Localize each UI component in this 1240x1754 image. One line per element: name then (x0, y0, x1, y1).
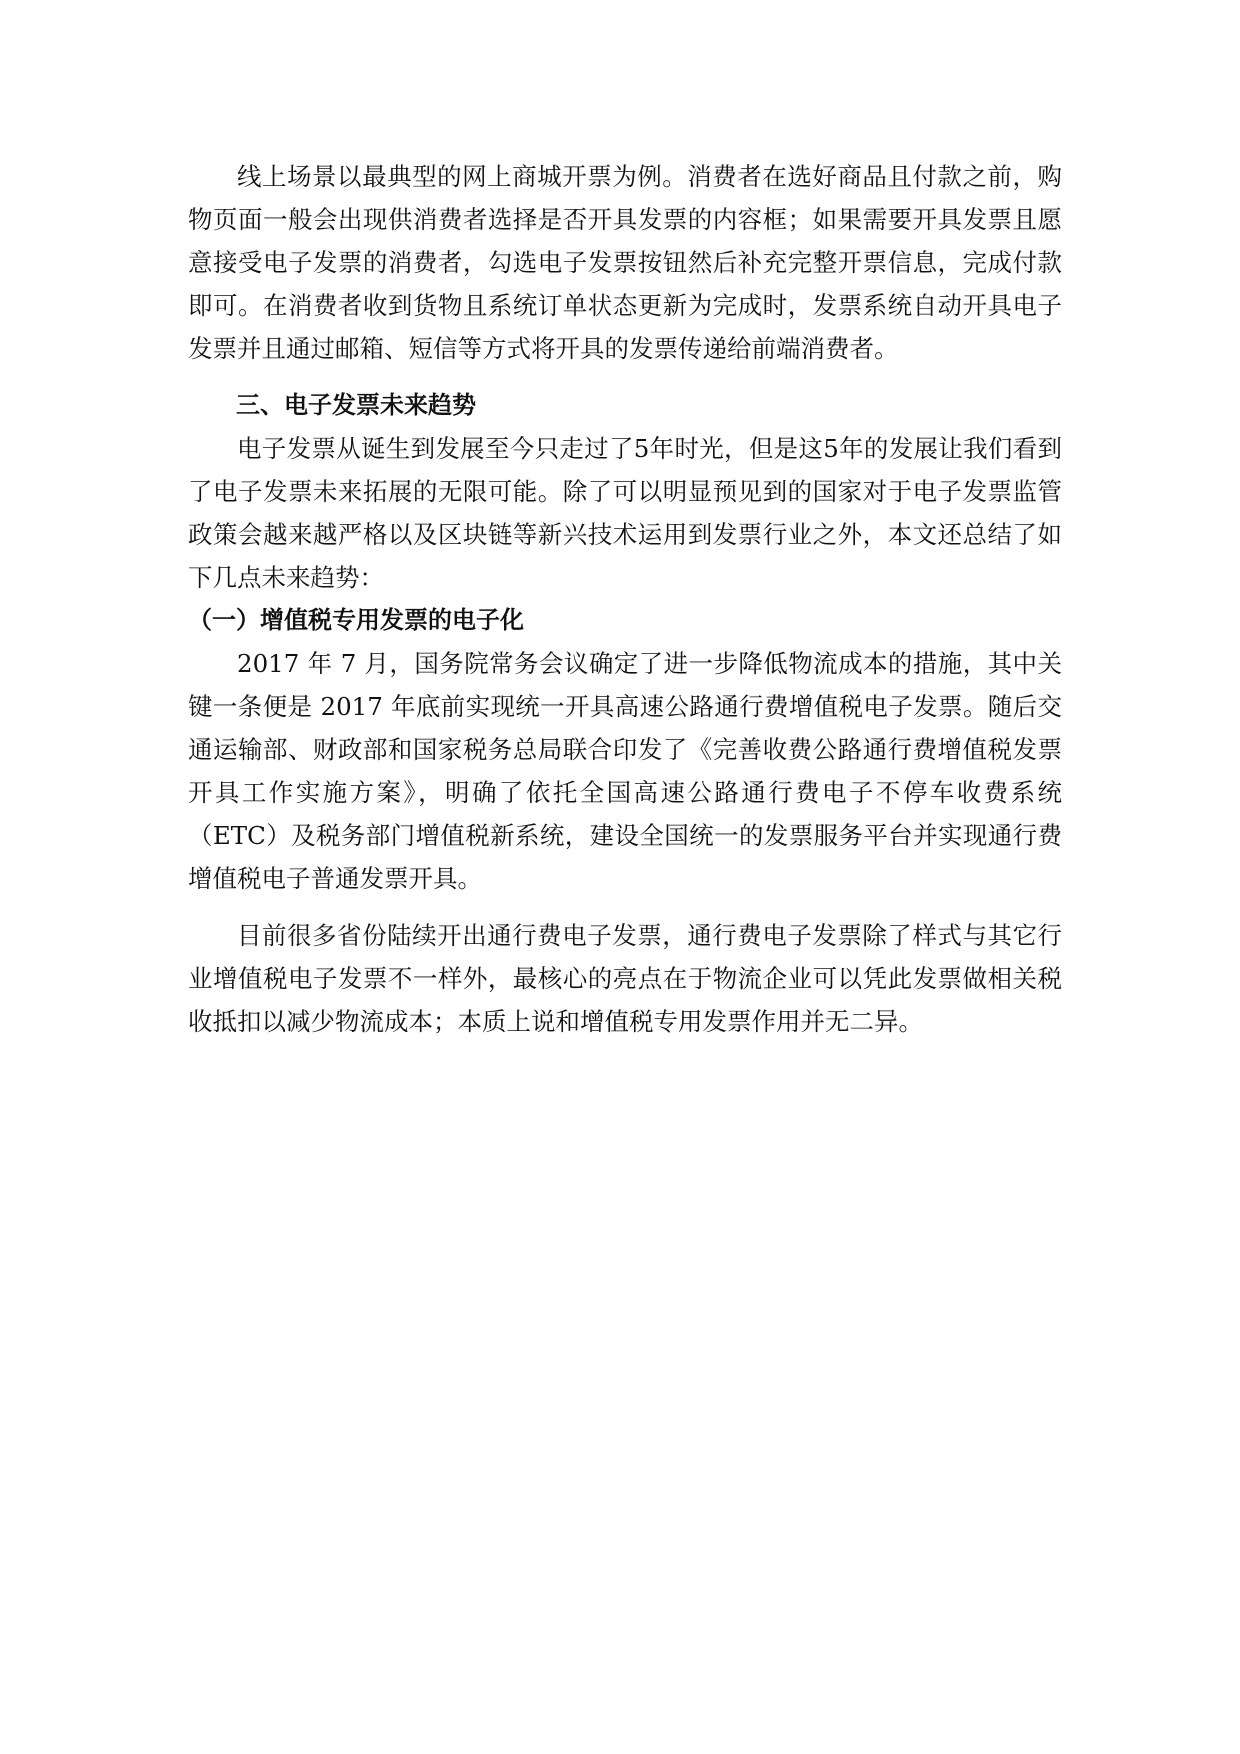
paragraph-2017-policy: 2017 年 7 月，国务院常务会议确定了进一步降低物流成本的措施，其中关键一条便是 2017 年底前实现统一开具高速公路通行费增值税电子发票。随后交通运输部、财政部和国家税务总局联合印发了《完善收费公路通行费增值税发票开具工作实施方案》，明确了依托全国高速公路通行费电子不停车收费系统（ETC）及税务部门增值税新系统，建设全国统一的发票服务平台并实现通行费增值税电子普通发票开具。 (188, 649, 1062, 893)
section-heading-future-trends: 三、电子发票未来趋势 (236, 391, 476, 419)
paragraph-online-invoicing: 线上场景以最典型的网上商城开票为例。消费者在选好商品且付款之前，购物页面一般会出现供消费者选择是否开具发票的内容框；如果需要开具发票且愿意接受电子发票的消费者，勾选电子发票按钮然后补充完整开票信息，完成付款即可。在消费者收到货物且系统订单状态更新为完成时，发票系统自动开具电子发票并且通过邮箱、短信等方式将开具的发票传递给前端消费者。 (188, 162, 1062, 363)
paragraph-trend-intro: 电子发票从诞生到发展至今只走过了5年时光，但是这5年的发展让我们看到了电子发票未来拓展的无限可能。除了可以明显预见到的国家对于电子发票监管政策会越来越严格以及区块链等新兴技术运用到发票行业之外，本文还总结了如下几点未来趋势： (188, 434, 1062, 592)
document-body (188, 155, 1062, 1043)
paragraph-current-status: 目前很多省份陆续开出通行费电子发票，通行费电子发票除了样式与其它行业增值税电子发票不一样外，最核心的亮点在于物流企业可以凭此发票做相关税收抵扣以减少物流成本；本质上说和增值税专用发票作用并无二异。 (188, 921, 1062, 1036)
subsection-heading-vat-special-invoice: （一）增值税专用发票的电子化 (188, 606, 524, 634)
